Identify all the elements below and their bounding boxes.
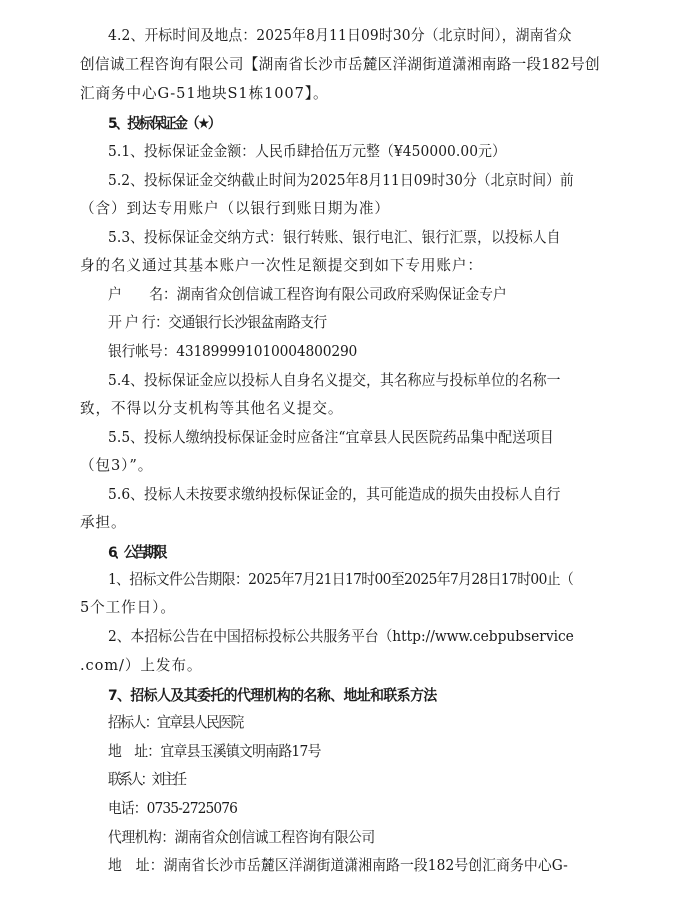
text-line: 1、招标文件公告期限：2025年7月21日17时00至2025年7月28日17时00止（ xyxy=(108,571,574,588)
section-heading: 7、招标人及其委托的代理机构的名称、地址和联系方法 xyxy=(108,687,437,704)
account-number: 银行帐号：431899991010004800290 xyxy=(108,343,358,360)
account-name: 户 名：湖南省众创信诚工程咨询有限公司政府采购保证金专户 xyxy=(108,286,507,303)
agency-name: 代理机构：湖南省众创信诚工程咨询有限公司 xyxy=(108,829,375,846)
tenderer-address: 地 址：宜章县玉溪镇文明南路17号 xyxy=(108,743,321,760)
section-heading: 6、公告期限 xyxy=(108,544,164,561)
text-line: 5个工作日）。 xyxy=(80,599,176,616)
text-line: 身的名义通过其基本账户一次性足额提交到如下专用账户： xyxy=(80,257,483,274)
text-line: 5.5、投标人缴纳投标保证金时应备注“宜章县人民医院药品集中配送项目 xyxy=(108,429,554,446)
text-line: 5.2、投标保证金交纳截止时间为2025年8月11日09时30分（北京时间）前 xyxy=(108,172,574,189)
text-line: 2、本招标公告在中国招标投标公共服务平台（http://www.cebpubservice xyxy=(108,628,574,645)
section-heading: 5、投标保证金（★） xyxy=(108,115,220,132)
text-line: （含）到达专用账户（以银行到账日期为准） xyxy=(80,200,390,217)
text-line: 5.3、投标保证金交纳方式：银行转账、银行电汇、银行汇票，以投标人自 xyxy=(108,229,561,246)
bank-name: 开 户 行：交通银行长沙银盆南路支行 xyxy=(108,314,327,331)
text-line: .com/）上发布。 xyxy=(80,657,203,674)
text-line: 4.2、开标时间及地点：2025年8月11日09时30分（北京时间），湖南省众 xyxy=(108,27,572,44)
text-line: 汇商务中心G-51地块S1栋1007】。 xyxy=(80,85,329,102)
text-line: 致，不得以分支机构等其他名义提交。 xyxy=(80,400,344,417)
text-line: 5.1、投标保证金金额：人民币肆拾伍万元整（¥450000.00元） xyxy=(108,143,506,160)
text-line: 5.4、投标保证金应以投标人自身名义提交，其名称应与投标单位的名称一 xyxy=(108,372,561,389)
text-line: 承担。 xyxy=(80,514,127,531)
text-line: （包3）”。 xyxy=(80,457,154,474)
text-line: 5.6、投标人未按要求缴纳投标保证金的，其可能造成的损失由投标人自行 xyxy=(108,486,561,503)
contact-person: 联系人：刘主任 xyxy=(108,771,185,788)
tenderer-name: 招标人：宜章县人民医院 xyxy=(108,714,243,731)
text-line: 创信诚工程咨询有限公司【湖南省长沙市岳麓区洋湖街道潇湘南路一段182号创 xyxy=(80,56,600,73)
contact-phone: 电话：0735-2725076 xyxy=(108,800,238,817)
agency-address: 地 址：湖南省长沙市岳麓区洋湖街道潇湘南路一段182号创汇商务中心G- xyxy=(108,857,568,874)
